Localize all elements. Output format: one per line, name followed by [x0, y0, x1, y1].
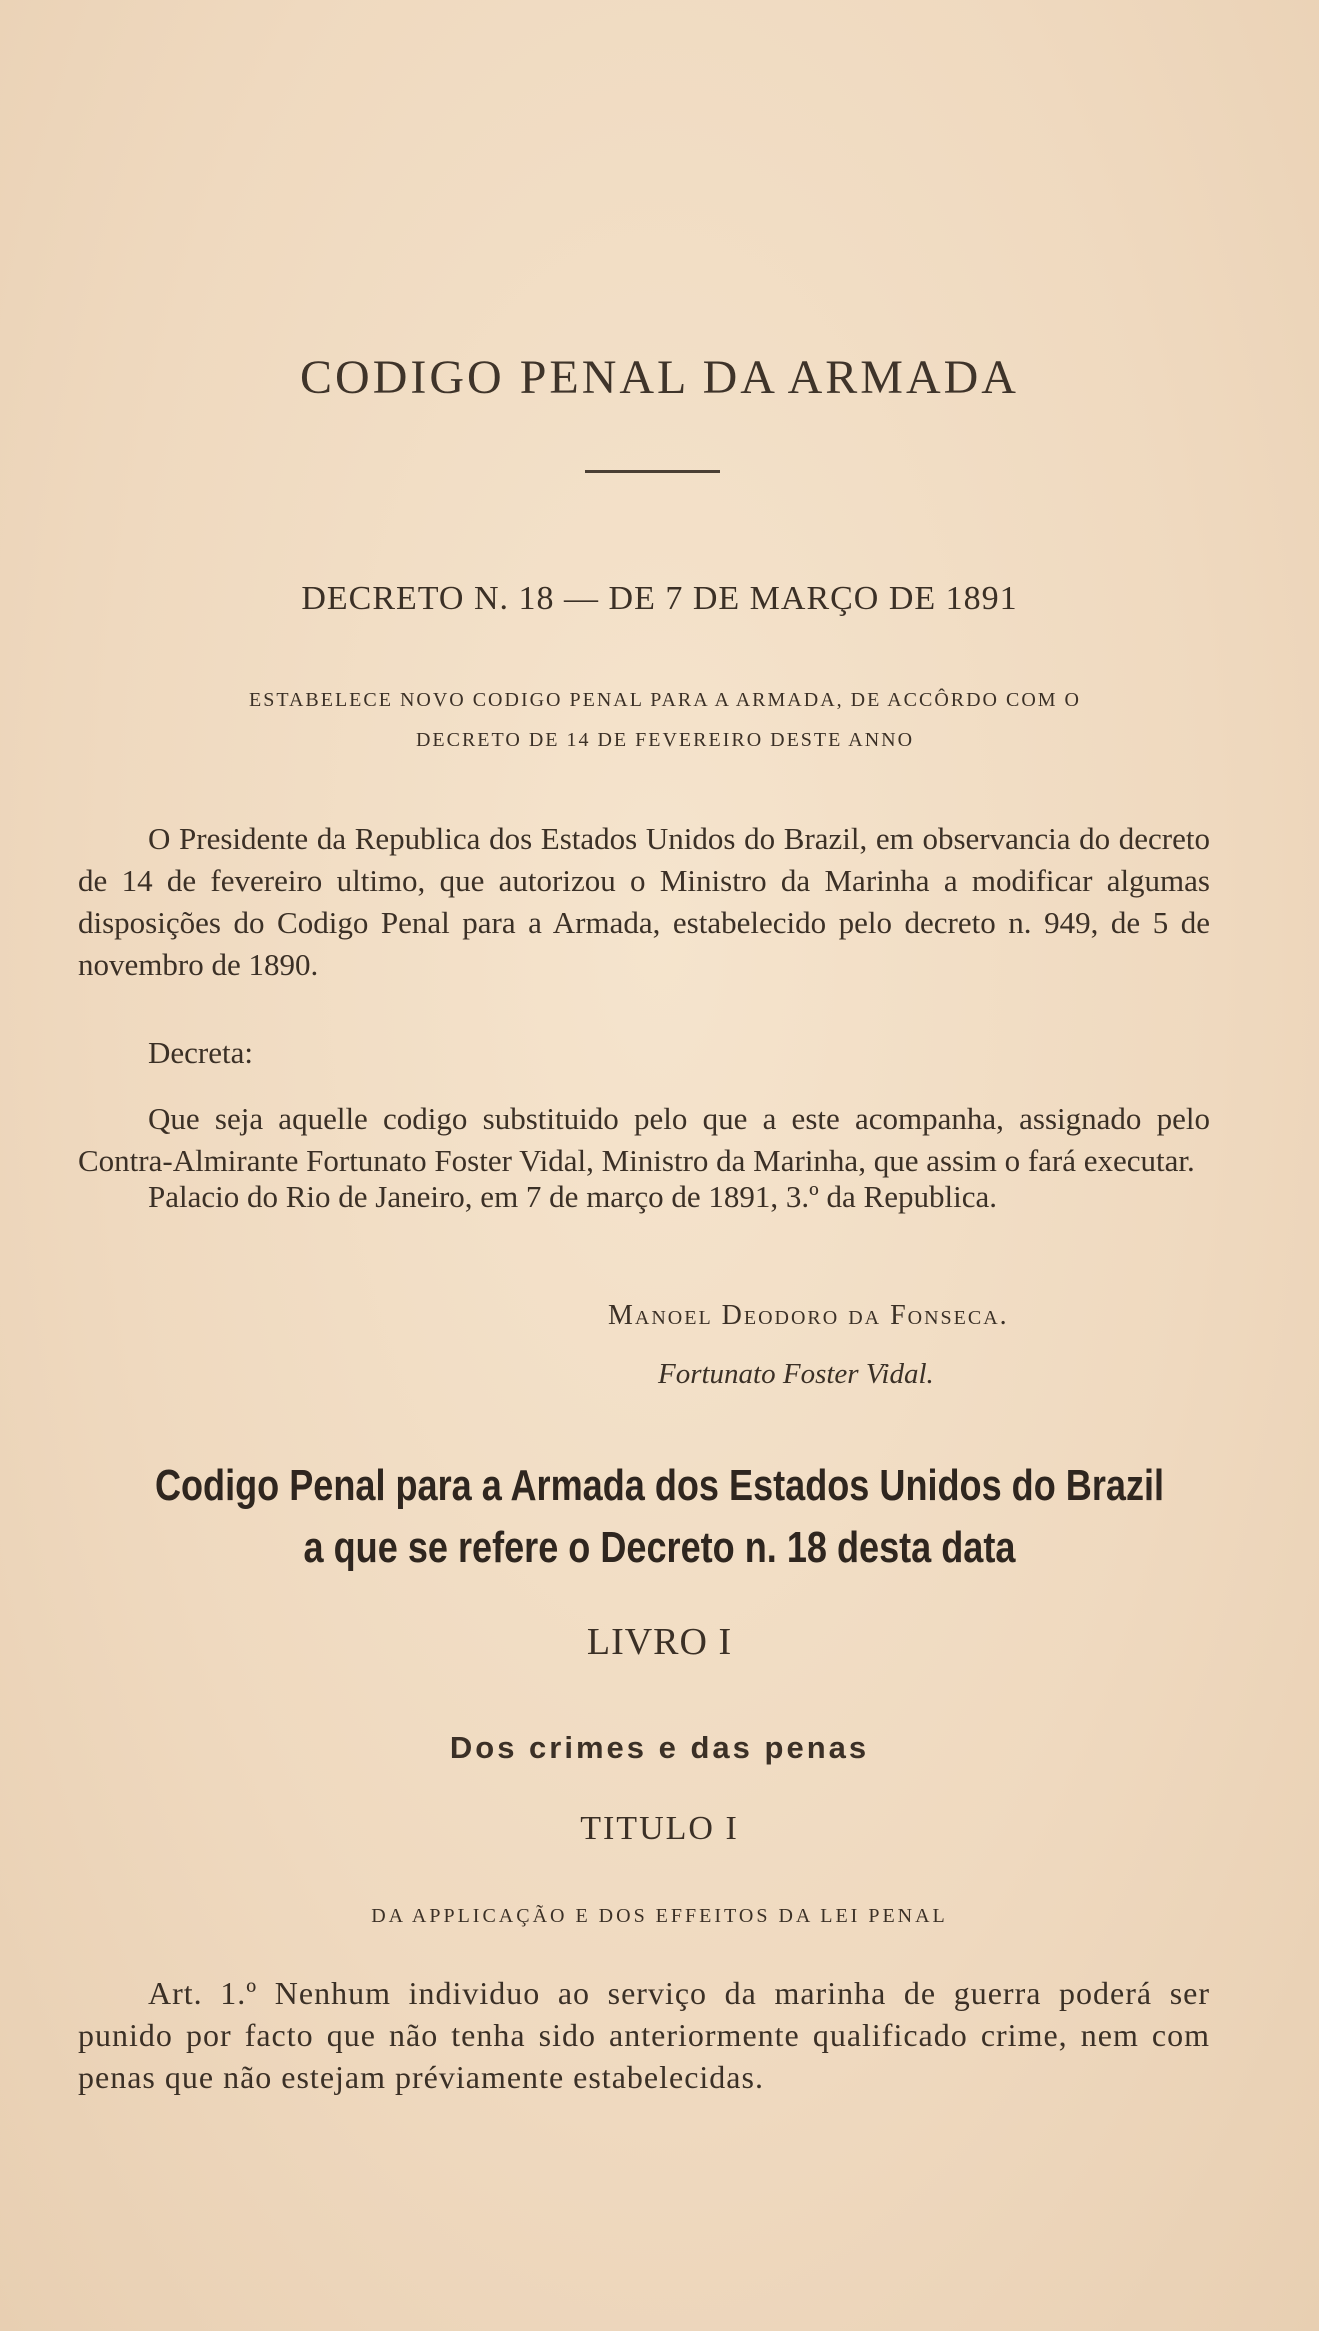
title-heading: TITULO I — [580, 1810, 739, 1847]
code-title — [119, 1455, 1201, 1579]
article-1: Art. 1.º Nenhum individuo ao serviço da marinha de guerra poderá ser punido por facto que não tenha sido anteriormente qualificado crime, nem com penas que não estejam préviamente estabelecidas. — [78, 1975, 1210, 2095]
preamble-paragraph: O Presidente da Republica dos Estados Unidos do Brazil, em observancia do decreto de 14 de fevereiro ultimo, que autorizou o Ministro da Marinha a modificar algumas disposições do Codigo Penal para a Armada, estabelecido pelo decreto n. 949, de 5 de novembro de 1890. — [78, 821, 1210, 982]
code-title-line: Codigo Penal para a Armada dos Estados Unidos do Brazil — [154, 1461, 1165, 1510]
signature-minister: Fortunato Foster Vidal. — [658, 1358, 934, 1390]
decree-heading: DECRETO N. 18 — DE 7 DE MARÇO DE 1891 — [301, 580, 1018, 617]
decree-paragraph: Que seja aquelle codigo substituido pelo que a este acompanha, assignado pelo Contra-Almirante Fortunato Foster Vidal, Ministro da Marinha, que assim o fará executar. — [78, 1101, 1210, 1178]
code-title-line: a que se refere o Decreto n. 18 desta data — [303, 1523, 1016, 1572]
book-subtitle: Dos crimes e das penas — [449, 1730, 870, 1765]
decree-summary — [110, 680, 1220, 760]
place-date-paragraph: Palacio do Rio de Janeiro, em 7 de março de 1891, 3.º da Republica. — [148, 1179, 997, 1214]
decree-summary-line: DECRETO DE 14 DE FEVEREIRO DESTE ANNO — [415, 729, 915, 751]
main-title: CODIGO PENAL DA ARMADA — [300, 351, 1019, 404]
decree-summary-line: ESTABELECE NOVO CODIGO PENAL PARA A ARMADA, DE ACCÔRDO COM O — [249, 689, 1081, 711]
signature-president: Manoel Deodoro da Fonseca. — [608, 1300, 1009, 1331]
title-rule — [585, 470, 720, 473]
title-subtitle: DA APPLICAÇÃO E DOS EFFEITOS DA LEI PENAL — [371, 1905, 948, 1927]
decreta-label: Decreta: — [148, 1035, 253, 1070]
book-heading: LIVRO I — [586, 1621, 733, 1663]
